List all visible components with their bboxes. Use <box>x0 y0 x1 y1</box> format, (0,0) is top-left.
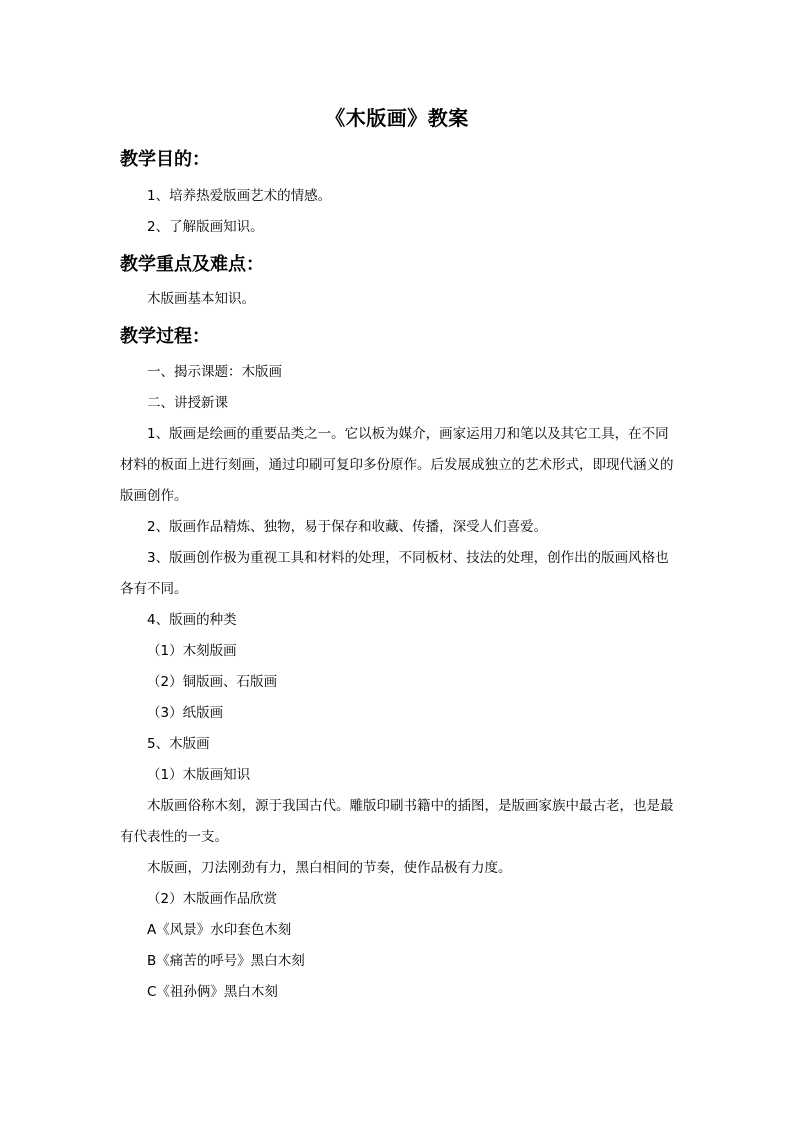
process-step-2: 二、讲授新课 <box>147 395 228 411</box>
list-item-appreciation: （2）木版画作品欣赏 <box>147 891 278 907</box>
paragraph-printmaking-definition: 1、版画是绘画的重要品类之一。它以板为媒介，画家运用刀和笔以及其它工具，在不同材料的板面上进行刻画，通过印刷可复印多份原作。后发展成独立的艺术形式，即现代涵义的版画创作。 <box>120 426 674 504</box>
list-item-woodcut-knowledge: （1）木版画知识 <box>147 767 251 783</box>
artwork-item-b: B《痛苦的呼号》黑白木刻 <box>147 953 305 969</box>
list-item-type-2: （2）铜版画、石版画 <box>147 674 278 690</box>
objective-item-1: 1、培养热爱版画艺术的情感。 <box>147 188 332 204</box>
key-points-heading: 教学重点及难点： <box>120 254 264 275</box>
artwork-item-c: C《祖孙俩》黑白木刻 <box>147 984 278 1000</box>
process-step-1: 一、揭示课题：木版画 <box>147 364 282 380</box>
list-item-type-3: （3）纸版画 <box>147 705 224 721</box>
paragraph-printmaking-tools: 3、版画创作极为重视工具和材料的处理，不同板材、技法的处理，创作出的版画风格也各有不同。 <box>120 550 669 597</box>
objectives-heading: 教学目的： <box>120 149 210 170</box>
artwork-item-a: A《风景》水印套色木刻 <box>147 922 292 938</box>
process-heading: 教学过程： <box>120 326 210 347</box>
list-item-type-1: （1）木刻版画 <box>147 643 237 659</box>
paragraph-printmaking-qualities: 2、版画作品精炼、独物，易于保存和收藏、传播，深受人们喜爱。 <box>147 519 548 535</box>
key-points-text: 木版画基本知识。 <box>147 291 255 307</box>
objective-item-2: 2、了解版画知识。 <box>147 219 264 235</box>
list-item-types: 4、版画的种类 <box>147 612 237 628</box>
paragraph-woodcut-origin: 木版画俗称木刻，源于我国古代。雕版印刷书籍中的插图，是版画家族中最古老，也是最有代表性的一支。 <box>120 798 674 845</box>
paragraph-woodcut-technique: 木版画，刀法刚劲有力，黑白相间的节奏，使作品极有力度。 <box>147 860 512 876</box>
document-title: 《木版画》教案 <box>325 106 469 130</box>
list-item-woodcut: 5、木版画 <box>147 736 210 752</box>
